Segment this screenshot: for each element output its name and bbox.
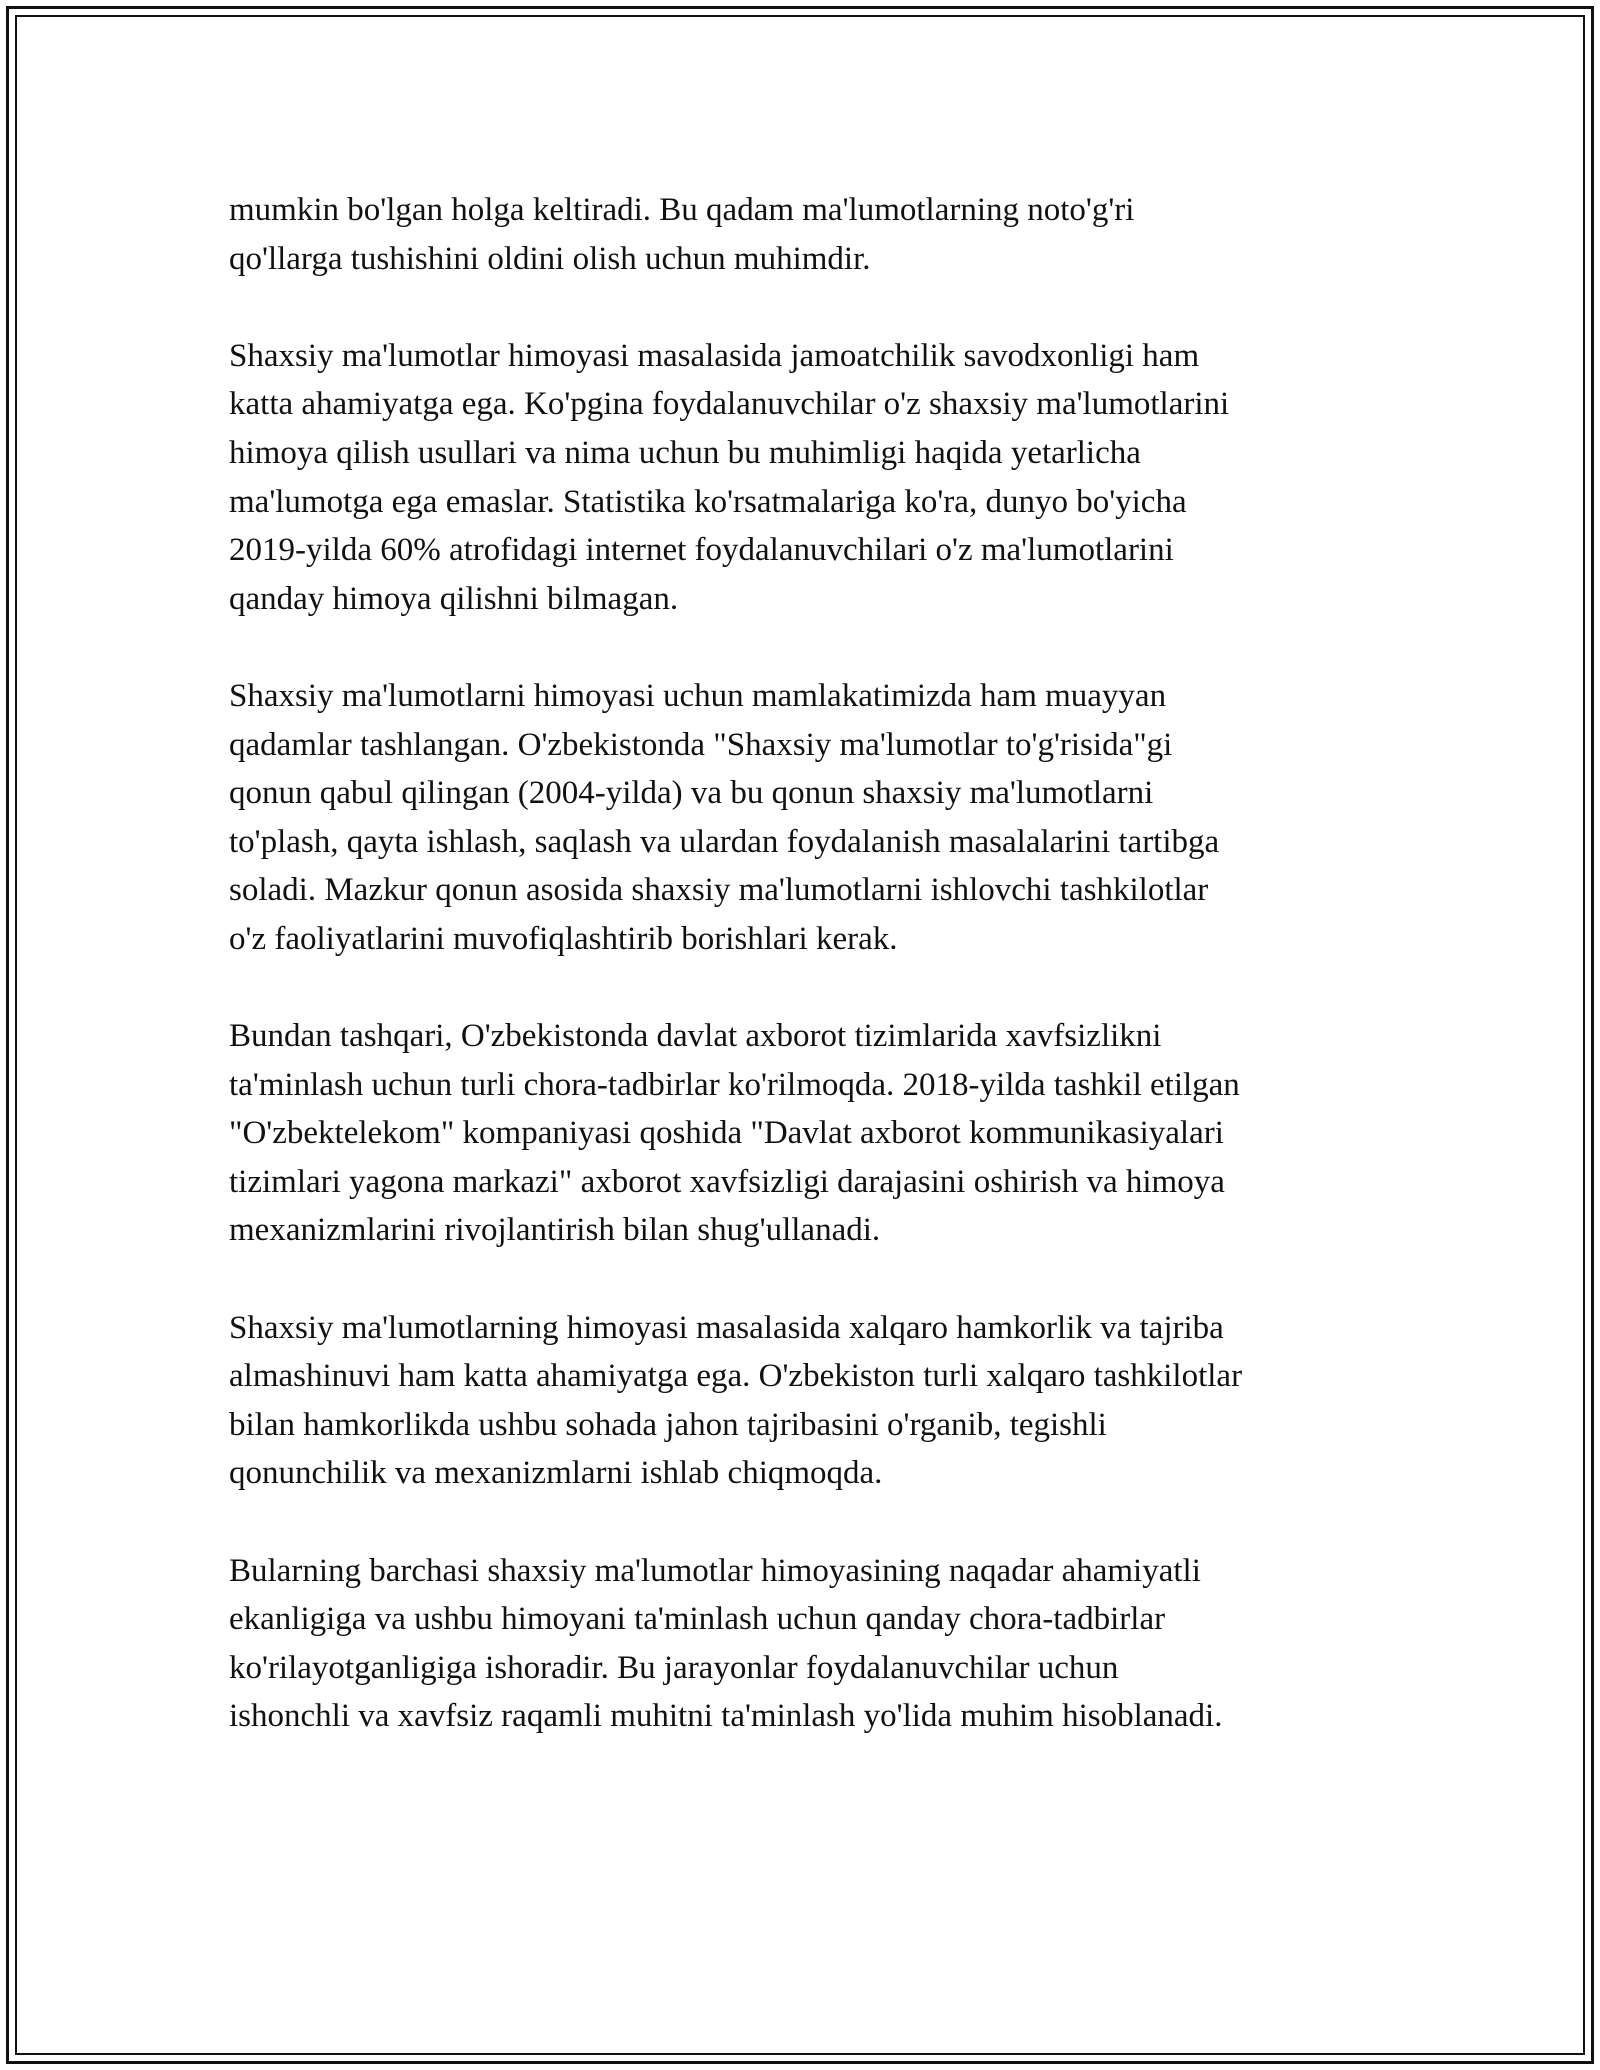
- text-line: Bularning barchasi shaxsiy ma'lumotlar himoyasining naqadar ahamiyatli: [229, 1552, 1201, 1589]
- text-line: 2019-yilda 60% atrofidagi internet foydalanuvchilari o'z ma'lumotlarini: [229, 532, 1174, 569]
- paragraph: [229, 672, 1389, 964]
- text-line: ma'lumotga ega emaslar. Statistika ko'rsatmalariga ko'ra, dunyo bo'yicha: [229, 483, 1187, 520]
- text-line: qanday himoya qilishni bilmagan.: [229, 580, 679, 617]
- text-line: ishonchli va xavfsiz raqamli muhitni ta'minlash yo'lida muhim hisoblanadi.: [229, 1698, 1223, 1735]
- text-line: mumkin bo'lgan holga keltiradi. Bu qadam ma'lumotlarning noto'g'ri: [229, 192, 1135, 228]
- text-line: himoya qilish usullari va nima uchun bu muhimligi haqida yetarlicha: [229, 434, 1141, 471]
- paragraph: [229, 1304, 1389, 1498]
- text-line: qonunchilik va mexanizmlarni ishlab chiqmoqda.: [229, 1455, 883, 1492]
- text-line: ekanligiga va ushbu himoyani ta'minlash uchun qanday chora-tadbirlar: [229, 1601, 1166, 1638]
- text-line: tizimlari yagona markazi" axborot xavfsizligi darajasini oshirish va himoya: [229, 1163, 1225, 1200]
- paragraph: [229, 186, 1389, 283]
- text-line: Shaxsiy ma'lumotlar himoyasi masalasida jamoatchilik savodxonligi ham: [229, 337, 1200, 374]
- text-line: "O'zbektelekom" kompaniyasi qoshida "Davlat axborot kommunikasiyalari: [229, 1115, 1224, 1152]
- text-line: qonun qabul qilingan (2004-yilda) va bu qonun shaxsiy ma'lumotlarni: [229, 775, 1154, 812]
- paragraph: [229, 1012, 1389, 1255]
- text-line: katta ahamiyatga ega. Ko'pgina foydalanuvchilar o'z shaxsiy ma'lumotlarini: [229, 386, 1230, 423]
- text-line: qo'llarga tushishini oldini olish uchun muhimdir.: [229, 240, 871, 277]
- paragraph: [229, 332, 1389, 624]
- document-body: [229, 186, 1389, 1790]
- text-line: mexanizmlarini rivojlantirish bilan shug'ullanadi.: [229, 1212, 881, 1249]
- text-line: soladi. Mazkur qonun asosida shaxsiy ma'lumotlarni ishlovchi tashkilotlar: [229, 872, 1209, 909]
- text-line: qadamlar tashlangan. O'zbekistonda "Shaxsiy ma'lumotlar to'g'risida"gi: [229, 726, 1173, 763]
- text-line: Shaxsiy ma'lumotlarning himoyasi masalasida xalqaro hamkorlik va tajriba: [229, 1309, 1224, 1346]
- text-line: to'plash, qayta ishlash, saqlash va ulardan foydalanish masalalarini tartibga: [229, 823, 1220, 860]
- text-line: Shaxsiy ma'lumotlarni himoyasi uchun mamlakatimizda ham muayyan: [229, 677, 1167, 714]
- text-line: almashinuvi ham katta ahamiyatga ega. O'zbekiston turli xalqaro tashkilotlar: [229, 1358, 1243, 1395]
- text-line: o'z faoliyatlarini muvofiqlashtirib borishlari kerak.: [229, 920, 898, 957]
- text-line: bilan hamkorlikda ushbu sohada jahon tajribasini o'rganib, tegishli: [229, 1406, 1107, 1443]
- text-line: Bundan tashqari, O'zbekistonda davlat axborot tizimlarida xavfsizlikni: [229, 1018, 1162, 1055]
- text-line: ko'rilayotganligiga ishoradir. Bu jarayonlar foydalanuvchilar uchun: [229, 1649, 1119, 1686]
- paragraph: [229, 1547, 1389, 1741]
- text-line: ta'minlash uchun turli chora-tadbirlar ko'rilmoqda. 2018-yilda tashkil etilgan: [229, 1066, 1240, 1103]
